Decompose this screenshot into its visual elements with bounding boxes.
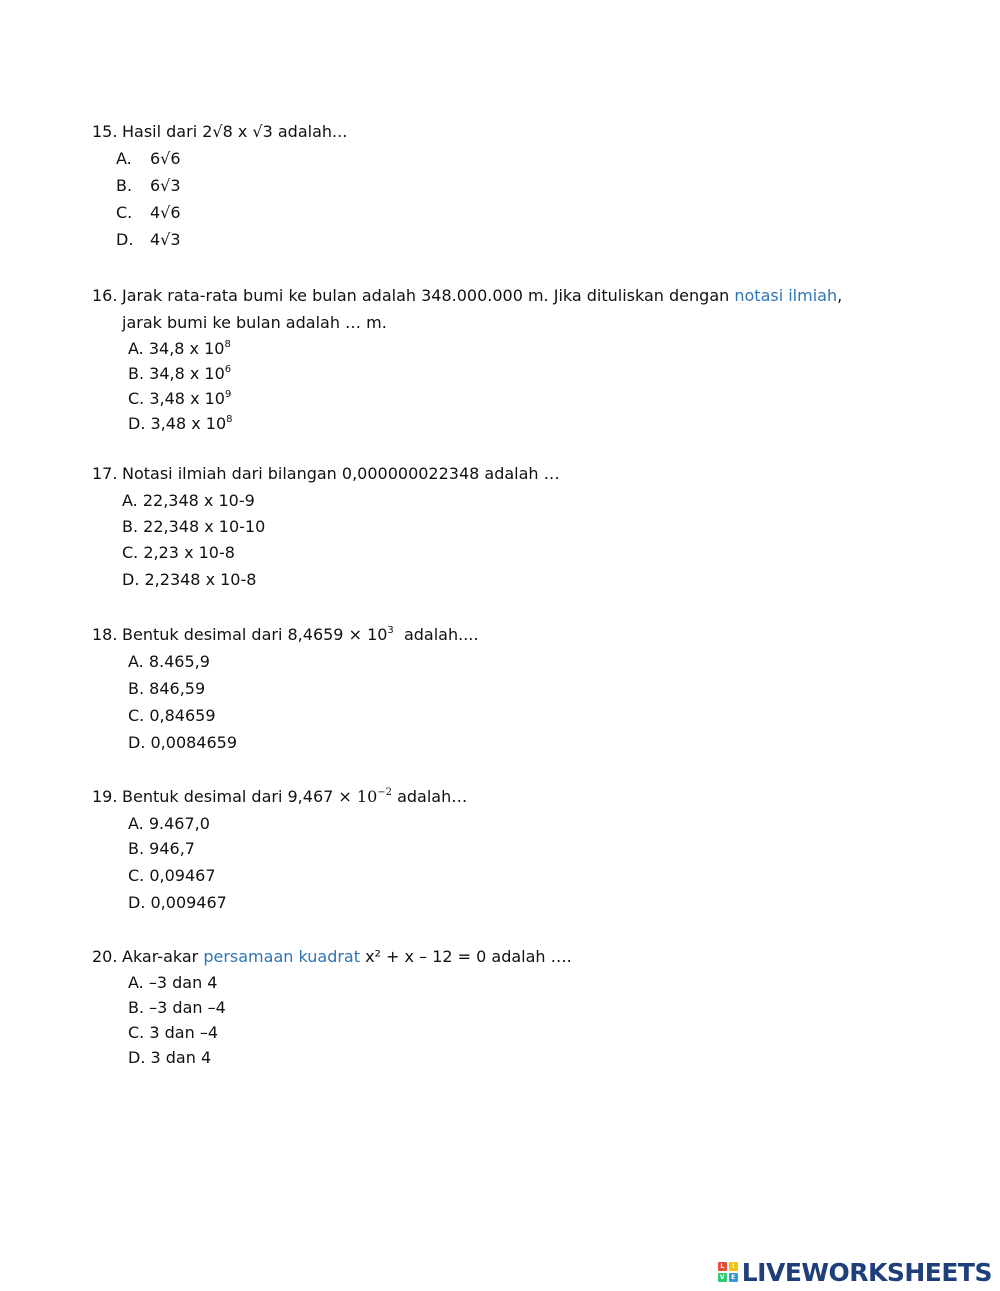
option-15-a[interactable]: A. 6√6 (116, 149, 181, 168)
option-20-d[interactable]: D. 3 dan 4 (128, 1048, 212, 1067)
option-20-b[interactable]: B. –3 dan –4 (128, 998, 226, 1017)
liveworksheets-logo[interactable] (718, 1257, 992, 1287)
logo-text: LIVEWORKSHEETS (741, 1257, 992, 1287)
option-20-c[interactable]: C. 3 dan –4 (128, 1023, 218, 1042)
question-18: 18. Bentuk desimal dari $8,4659 \times 10^3$ adalah.... (92, 625, 479, 644)
question-number: 15. (92, 122, 118, 141)
option-17-c[interactable]: C. 2,23 x 10-8 (122, 543, 235, 562)
question-16: 16. Jarak rata-rata bumi ke bulan adalah 348.000.000 m. Jika dituliskan dengan notasi ilmiah, (92, 286, 843, 305)
option-19-c[interactable]: C. 0,09467 (128, 866, 216, 885)
persamaan-kuadrat-link[interactable]: persamaan kuadrat (203, 947, 360, 966)
option-17-a[interactable]: A. 22,348 x 10-9 (122, 491, 255, 510)
option-15-d[interactable]: D. 4√3 (116, 230, 181, 249)
option-18-b[interactable]: B. 846,59 (128, 679, 206, 698)
option-18-d[interactable]: D. 0,0084659 (128, 733, 238, 752)
option-16-c[interactable]: C. 3,48 x $10^9$ (128, 389, 232, 408)
question-text: Bentuk desimal dari 9,467 × (122, 787, 357, 806)
question-15 (92, 122, 347, 142)
option-20-a[interactable]: A. –3 dan 4 (128, 973, 218, 992)
option-16-a[interactable]: A. 34,8 x $10^8$ (128, 339, 231, 358)
question-20: 20. Akar-akar persamaan kuadrat x² + x – 12 = 0 adalah …. (92, 947, 572, 966)
question-text: Notasi ilmiah dari bilangan 0,000000022348 adalah … (122, 464, 560, 483)
question-number: 20. (92, 947, 118, 966)
question-text-continued: jarak bumi ke bulan adalah … m. (122, 313, 387, 332)
option-15-b[interactable]: B. 6√3 (116, 176, 181, 195)
question-text: Jarak rata-rata bumi ke bulan adalah 348.000.000 m. Jika dituliskan dengan (122, 286, 735, 305)
question-number: 18. (92, 625, 118, 644)
question-17 (92, 464, 560, 484)
question-number: 16. (92, 286, 118, 305)
option-19-a[interactable]: A. 9.467,0 (128, 814, 210, 833)
option-19-b[interactable]: B. 946,7 (128, 839, 195, 858)
question-number: 17. (92, 464, 118, 483)
question-number: 19. (92, 787, 118, 806)
option-18-c[interactable]: C. 0,84659 (128, 706, 216, 725)
option-18-a[interactable]: A. 8.465,9 (128, 652, 210, 671)
option-19-d[interactable]: D. 0,009467 (128, 893, 227, 912)
option-17-b[interactable]: B. 22,348 x 10-10 (122, 517, 266, 536)
notasi-ilmiah-link[interactable]: notasi ilmiah (734, 286, 838, 305)
option-17-d[interactable]: D. 2,2348 x 10-8 (122, 570, 257, 589)
question-text: Hasil dari 2√8 x √3 adalah... (122, 122, 348, 141)
question-text: Bentuk desimal dari 8,4659 × 10 (122, 625, 388, 644)
option-16-d[interactable]: D. 3,48 x $10^8$ (128, 414, 233, 433)
question-19: 19. Bentuk desimal dari $9,467 \times 10^{-2}$ adalah… (92, 787, 468, 806)
logo-mark-icon: L I V E (718, 1262, 738, 1282)
question-text: Akar-akar (122, 947, 204, 966)
option-16-b[interactable]: B. 34,8 x $10^6$ (128, 364, 232, 383)
option-15-c[interactable]: C. 4√6 (116, 203, 181, 222)
